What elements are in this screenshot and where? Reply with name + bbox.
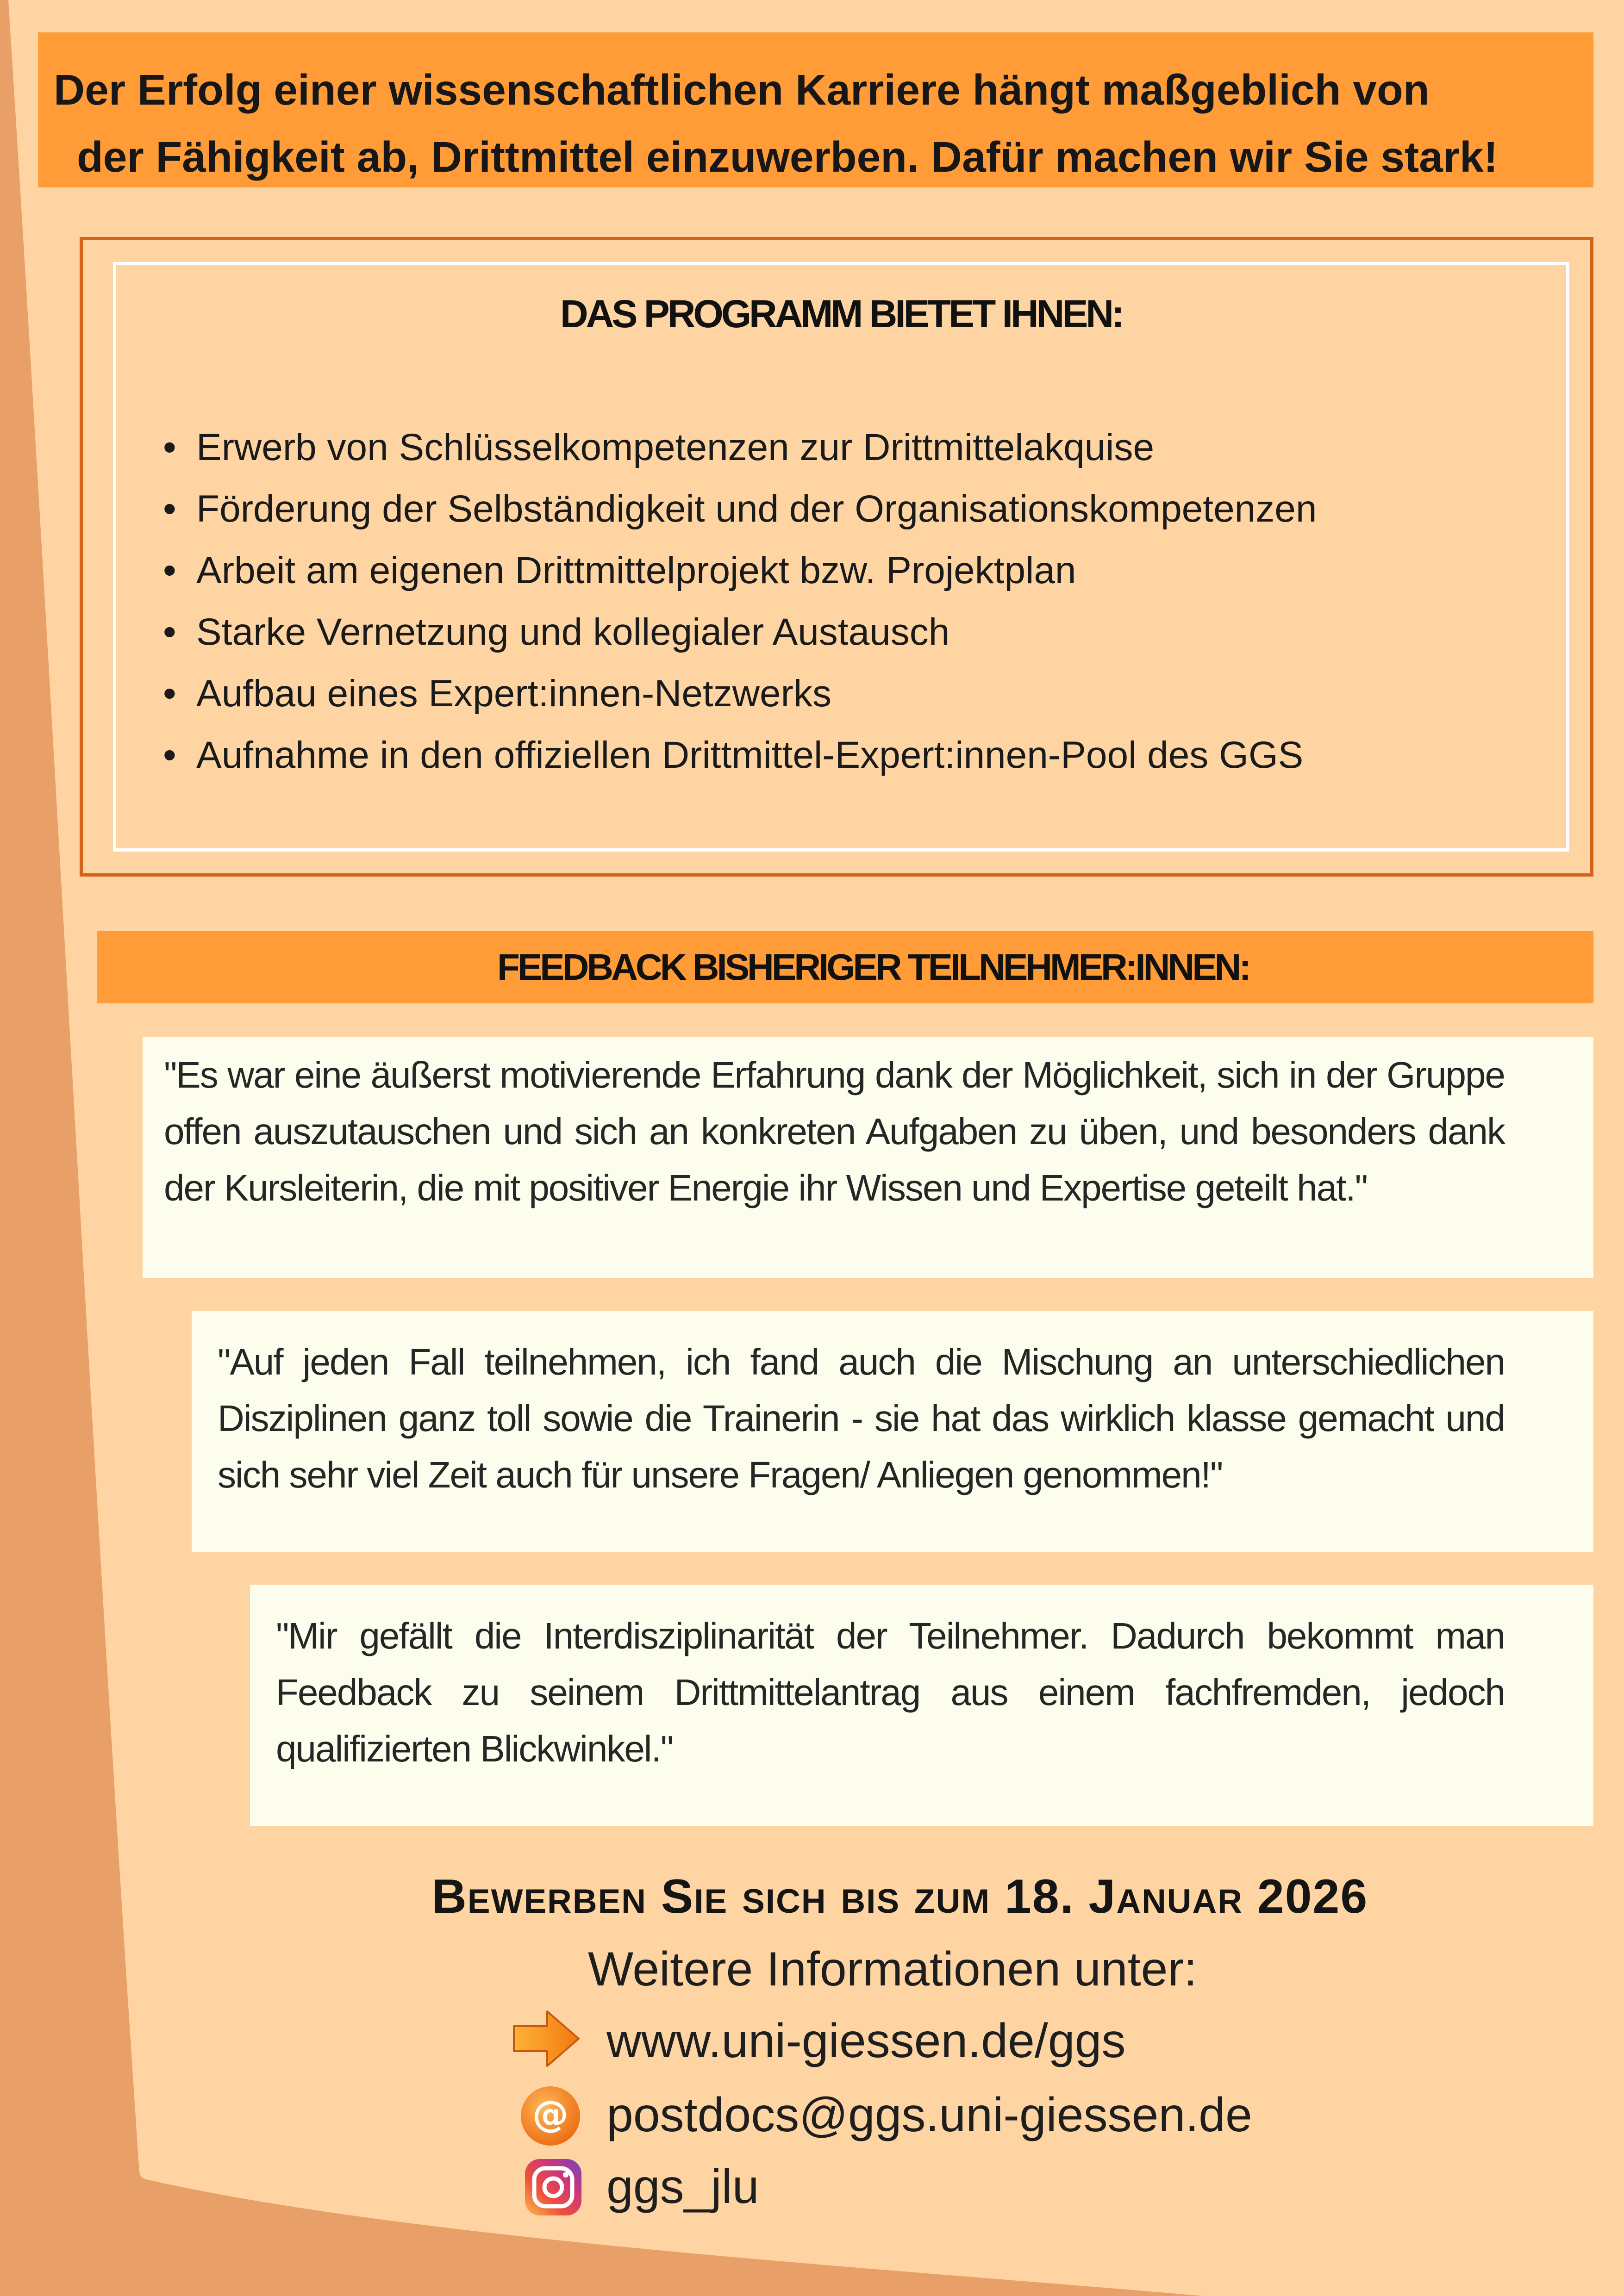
- headline-line-1: Der Erfolg einer wissenschaftlichen Karriere hängt maßgeblich von: [54, 66, 1430, 114]
- list-item: [163, 417, 1317, 478]
- headline-banner: [38, 32, 1593, 187]
- bullet: •: [163, 426, 176, 468]
- quote-box-1: [143, 1037, 1593, 1278]
- website-link[interactable]: www.uni-giessen.de/ggs: [606, 2014, 1126, 2068]
- list-item: [163, 540, 1317, 601]
- bullet: •: [163, 672, 176, 715]
- list-item: [163, 724, 1317, 786]
- headline-line-2: der Fähigkeit ab, Drittmittel einzuwerben. Dafür machen wir Sie stark!: [77, 133, 1498, 181]
- program-item-label: Aufbau eines Expert:innen-Netzwerks: [196, 672, 831, 715]
- quote-text: "Auf jeden Fall teilnehmen, ich fand auch die Mischung an unterschiedlichen Disziplinen ganz toll sowie die Trainerin - sie hat das wirklich klasse gemacht und sich sehr viel Zeit auch für unsere Fragen/ Anliegen genommen!": [218, 1341, 1505, 1495]
- program-title: DAS PROGRAMM BIETET IHNEN:: [560, 292, 1122, 336]
- at-sign-icon: [518, 2084, 582, 2148]
- list-item: [163, 663, 1317, 724]
- list-item: [163, 601, 1317, 663]
- bullet: •: [163, 488, 176, 530]
- arrow-right-icon: [511, 2009, 581, 2069]
- program-item-label: Arbeit am eigenen Drittmittelprojekt bzw. Projektplan: [196, 549, 1076, 591]
- email-link[interactable]: postdocs@ggs.uni-giessen.de: [606, 2088, 1252, 2142]
- quote-text: "Mir gefällt die Interdisziplinarität der Teilnehmer. Dadurch bekommt man Feedback zu seinem Drittmittelantrag aus einem fachfremden, jedoch qualifizierten Blickwinkel.": [276, 1615, 1505, 1769]
- program-item-label: Förderung der Selbständigkeit und der Organisationskompetenzen: [196, 488, 1317, 530]
- program-item-label: Erwerb von Schlüsselkompetenzen zur Drittmittelakquise: [196, 426, 1155, 468]
- more-info-label: Weitere Informationen unter:: [587, 1942, 1198, 1996]
- instagram-icon: [523, 2157, 583, 2217]
- program-item-label: Starke Vernetzung und kollegialer Austausch: [196, 611, 950, 653]
- quote-box-2: [192, 1311, 1593, 1552]
- list-item: [163, 478, 1317, 540]
- bullet: •: [163, 549, 176, 591]
- bullet: •: [163, 734, 176, 776]
- program-list: [163, 417, 1317, 786]
- application-deadline: Bewerben Sie sich bis zum 18. Januar 2026: [431, 1870, 1368, 1923]
- program-item-label: Aufnahme in den offiziellen Drittmittel-Expert:innen-Pool des GGS: [196, 734, 1304, 776]
- feedback-title: FEEDBACK BISHERIGER TEILNEHMER:INNEN:: [97, 931, 1593, 1003]
- quote-text: "Es war eine äußerst motivierende Erfahrung dank der Möglichkeit, sich in der Gruppe offen auszutauschen und sich an konkreten Aufgaben zu üben, und besonders dank der Kursleiterin, die mit positiver Energie ihr Wissen und Expertise geteilt hat.": [164, 1054, 1505, 1208]
- quote-box-3: [250, 1585, 1593, 1826]
- bullet: •: [163, 611, 176, 653]
- svg-text:@: @: [532, 2094, 568, 2135]
- instagram-handle[interactable]: ggs_jlu: [606, 2160, 759, 2214]
